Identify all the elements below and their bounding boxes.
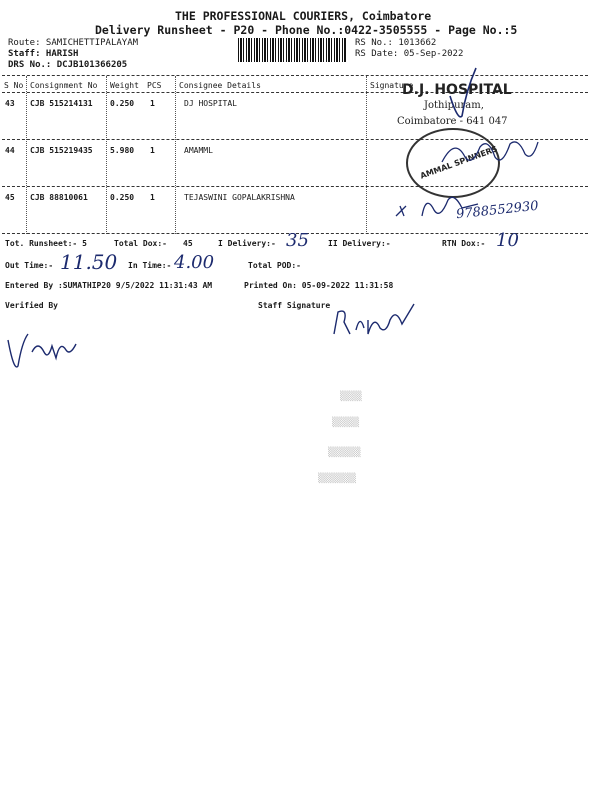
total-dox-value: 45 xyxy=(183,239,193,248)
route-label: Route: SAMICHETTIPALAYAM xyxy=(8,38,139,48)
row-consignee: AMAMML xyxy=(184,146,213,155)
verifier-signature xyxy=(4,322,84,374)
row-sno: 45 xyxy=(5,193,15,202)
staff-label: Staff: HARISH xyxy=(8,49,79,59)
row-weight: 5.980 xyxy=(110,146,135,155)
staff-signature-label: Staff Signature xyxy=(258,301,331,310)
drs-number: DRS No.: DCJB101366205 xyxy=(8,60,128,70)
bleed-through-mark: ▒▒▒▒ xyxy=(340,392,362,402)
col-consignment: Consignment No xyxy=(30,81,98,90)
divider xyxy=(2,186,588,187)
row-weight: 0.250 xyxy=(110,193,135,202)
printed-on: Printed On: 05-09-2022 11:31:58 xyxy=(244,281,394,290)
row-consignment: CJB 515214131 xyxy=(30,99,93,108)
col-consignee: Consignee Details xyxy=(179,81,261,90)
divider xyxy=(2,75,588,76)
rtn-dox-label: RTN Dox:- xyxy=(442,239,486,248)
verified-by-label: Verified By xyxy=(5,301,58,310)
ii-delivery-label: II Delivery:- xyxy=(328,239,391,248)
bleed-through-mark: ▒▒▒▒▒▒ xyxy=(328,448,361,458)
column-rule xyxy=(175,76,176,234)
row-sno: 44 xyxy=(5,146,15,155)
row-consignee: DJ HOSPITAL xyxy=(184,99,237,108)
col-sno: S No xyxy=(4,81,24,90)
bleed-through-mark: ▒▒▒▒▒▒▒ xyxy=(318,474,356,484)
staff-handwritten-signature xyxy=(330,300,420,344)
i-delivery-value: 35 xyxy=(286,230,309,251)
row-consignment: CJB 515219435 xyxy=(30,146,93,155)
row-sno: 43 xyxy=(5,99,15,108)
col-weight: Weight xyxy=(110,81,139,90)
runsheet-title: Delivery Runsheet - P20 - Phone No.:0422-3505555 - Page No.:5 xyxy=(95,23,518,37)
barcode xyxy=(238,38,346,62)
entered-by: Entered By :SUMATHIP20 9/5/2022 11:31:43 AM xyxy=(5,281,213,290)
row-pcs: 1 xyxy=(150,99,155,108)
rs-number: RS No.: 1013662 xyxy=(355,38,437,48)
row-weight: 0.250 xyxy=(110,99,135,108)
hospital-stamp-name: D.J. HOSPITAL xyxy=(402,82,512,98)
out-time-label: Out Time:- xyxy=(5,261,54,270)
total-dox-label: Total Dox:- xyxy=(114,239,167,248)
row-consignment: CJB 88810061 xyxy=(30,193,88,202)
out-time-value: 11.50 xyxy=(60,250,118,274)
signature-check-mark xyxy=(448,66,478,126)
rs-date: RS Date: 05-Sep-2022 xyxy=(355,49,464,59)
column-rule xyxy=(26,76,27,234)
receiver-signature xyxy=(440,132,540,172)
seal-text: AMMAL SPINNERS xyxy=(418,144,499,181)
bleed-through-mark: ▒▒▒▒▒ xyxy=(332,418,360,428)
column-rule xyxy=(366,76,367,234)
in-time-value: 4.00 xyxy=(174,252,215,273)
tot-runsheet: Tot. Runsheet:- 5 xyxy=(5,239,87,248)
i-delivery-label: I Delivery:- xyxy=(218,239,276,248)
col-signature: Signature xyxy=(370,81,414,90)
hospital-stamp-address: Coimbatore - 641 047 xyxy=(397,116,508,127)
row-pcs: 1 xyxy=(150,146,155,155)
company-title: THE PROFESSIONAL COURIERS, Coimbatore xyxy=(175,9,432,23)
handwritten-phone: 9788552930 xyxy=(455,198,540,223)
rtn-dox-value: 10 xyxy=(496,230,519,251)
column-rule xyxy=(106,76,107,234)
hospital-stamp-address: Jothipuram, xyxy=(424,100,484,111)
in-time-label: In Time:- xyxy=(128,261,172,270)
row-consignee: TEJASWINI GOPALAKRISHNA xyxy=(184,193,295,202)
total-pod-label: Total POD:- xyxy=(248,261,301,270)
col-pcs: PCS xyxy=(147,81,162,90)
row-pcs: 1 xyxy=(150,193,155,202)
